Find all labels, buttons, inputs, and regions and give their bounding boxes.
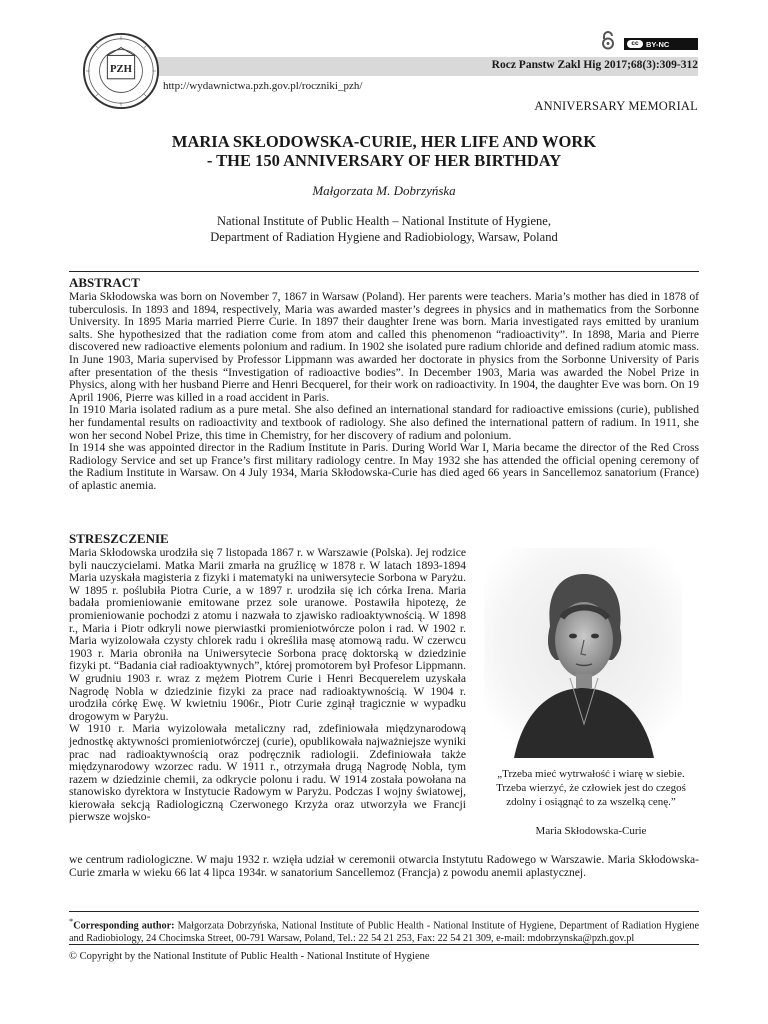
abstract-body — [69, 291, 699, 493]
copyright-notice: © Copyright by the National Institute of Public Health - National Institute of Hygiene — [69, 951, 430, 962]
title-line-2: - THE 150 ANNIVERSARY OF HER BIRTHDAY — [206, 151, 562, 170]
quote-line-3: zdolny i osiągnąć to za wszelką cenę.” — [506, 796, 676, 808]
streszczenie-heading: STRESZCZENIE — [69, 531, 169, 546]
abstract-divider — [69, 271, 699, 272]
streszczenie-continuation: we centrum radiologiczne. W maju 1932 r. wzięła udział w ceremonii otwarcia Instytutu Radowego w Warszawie. Maria Skłodowska-Curie zmarła w wieku 66 lat 4 lipca 1934r. w sanatorium Sancellemoz (Francja) z powodu anemii aplastycznej. — [69, 853, 699, 879]
abstract-paragraph-1: Maria Skłodowska was born on November 7, 1867 in Warsaw (Poland). Her parents were teachers. Maria’s mother has died in 1878 of tuberculosis. In 1893 and 1894, respectively, Maria was awarded master’s degrees in physics and in mathematics from the Sorbonne University. In 1895 Maria married Pierre Curie. In 1897 their daughter Irene was born. Maria investigated rays emitted by uranium salts. She hypothesized that the radiation come from atom and called this phenomenon “radioactivity”. In 1898, Maria and Pierre discovered new radioactive elements polonium and radium. In 1902 she isolated pure radium chloride and defined radium atomic mass. In June 1903, Maria supervised by Professor Lippmann was awarded her doctorate in physics from the Sorbonne University of Paris after presentation of the thesis “Investigation of radioactive bodies”. In December 1903, Maria was awarded the Nobel Prize in Physics, along with her husband Pierre and Henri Becquerel, for their work on radioactivity. In 1904, the daughter Eve was born. On 19 April 1906, Pierre was killed in a road accident in Paris. — [69, 290, 699, 404]
license-text: BY-NC — [646, 40, 670, 49]
quote-line-1: „Trzeba mieć wytrwałość i wiarę w siebie. — [497, 768, 685, 780]
portrait-caption: Maria Skłodowska-Curie — [535, 825, 647, 837]
journal-reference: Rocz Panstw Zakl Hig 2017;68(3):309-312 — [491, 59, 698, 71]
streszczenie-paragraph-1: Maria Skłodowska urodziła się 7 listopada 1867 r. w Warszawie (Polska). Jej rodzice byli nauczycielami. Matka Marii zmarła na gruźlicę w 1878 r. W latach 1893-1894 Maria uzyskała magisteria z fizyki i matematyki na uniwersytecie Sorbona w Paryżu. W 1895 r. poślubiła Piotra Curie, a w 1897 r. urodziła się ich córka Irena. Maria badała promieniowanie emitowane przez sole uranowe. Postawiła hipotezę, że promieniowanie pochodzi z atomu i nazwała to zjawisko radioaktywnością. W 1898 r., Maria i Piotr odkryli nowe pierwiastki promieniotwórcze polon i rad. W 1902 r. Maria wyizolowała czysty chlorek radu i określiła masę atomową radu. W czerwcu 1903 r. Maria obroniła na Uniwersytecie Sorbona pracę doktorską w dziedzinie fizyki pt. “Badania ciał radioaktywnych”, której promotorem był Profesor Lippmann. W grudniu 1903 r. wraz z mężem Piotrem Curie i Henri Becquerelem uzyskała Nagrodę Nobla w dziedzinie fizyki za prace nad radioaktywnością. W 1904 r. urodziła córkę Ewę. W kwietniu 1906r., Piotr Curie zginął tragicznie w wypadku drogowym w Paryżu. — [69, 546, 466, 723]
corresponding-label: Corresponding author: — [73, 920, 175, 932]
portrait-photo — [484, 548, 682, 758]
journal-url[interactable]: http://wydawnictwa.pzh.gov.pl/roczniki_pzh/ — [163, 80, 363, 92]
logo-text: PZH — [109, 62, 133, 75]
section-type: ANNIVERSARY MEMORIAL — [534, 99, 698, 113]
abstract-heading: ABSTRACT — [69, 275, 140, 290]
abstract-paragraph-2: In 1910 Maria isolated radium as a pure metal. She also defined an international standard for radioactive emissions (curie), published her fundamental results on radioactivity and textbook of radiology. She also defined the international pattern of radium. In 1911, she won her second Nobel Prize, this time in Chemistry, for her discovery of radium and polonium. — [69, 403, 699, 442]
copyright-divider — [69, 944, 699, 945]
title-line-1: MARIA SKŁODOWSKA-CURIE, HER LIFE AND WORK — [171, 132, 597, 151]
corresponding-text: Małgorzata Dobrzyńska, National Institute of Public Health - National Institute of Hygiene, Department of Radiation Hygiene and Radiobiology, 24 Chocimska Street, 00-791 Warsaw, Poland, Tel.: 22 54 21 253, Fax: 22 54 21 309, e-mail: mdobrzynska@pzh.gov.pl — [69, 920, 699, 945]
article-title — [69, 132, 699, 170]
license-badge — [624, 38, 698, 50]
affiliation-line-1: National Institute of Public Health – National Institute of Hygiene, — [217, 214, 551, 228]
footnote-divider — [69, 911, 699, 912]
quote-line-2: Trzeba wierzyć, że człowiek jest do czegoś — [496, 782, 686, 794]
institute-seal-logo — [82, 32, 160, 110]
cc-icon: cc — [627, 40, 643, 48]
author-name: Małgorzata M. Dobrzyńska — [312, 183, 456, 198]
open-access-icon — [600, 30, 616, 50]
affiliation — [69, 214, 699, 245]
corresponding-author-note: *Corresponding author: Małgorzata Dobrzyńska, National Institute of Public Health - National Institute of Hygiene, Department of Radiation Hygiene and Radiobiology, 24 Chocimska Street, 00-791 Warsaw, Poland, Tel.: 22 54 21 253, Fax: 22 54 21 309, e-mail: mdobrzynska@pzh.gov.pl — [69, 916, 699, 945]
affiliation-line-2: Department of Radiation Hygiene and Radiobiology, Warsaw, Poland — [210, 229, 558, 244]
abstract-paragraph-3: In 1914 she was appointed director in the Radium Institute in Paris. During World War I, Maria became the director of the Red Cross Radiology Service and set up France’s first military radiology centre. In May 1932 she has attended the official opening ceremony of the Radium Institute in Warsaw. On 4 July 1934, Maria Skłodowska-Curie has died aged 66 years in Sancellemoz sanatorium (France) of aplastic anemia. — [69, 441, 699, 492]
streszczenie-paragraph-2: W 1910 r. Maria wyizolowała metaliczny rad, zdefiniowała międzynarodową jednostkę aktywności promieniotwórczej (curie), opublikowała najważniejsze wyniki prac nad radioaktywnością oraz podręcznik radiologii. Zdefiniowała także międzynarodowy wzorzec radu. W 1911 r., otrzymała drugą Nagrodę Nobla, tym razem w dziedzinie chemii, za odkrycie polonu i radu. W 1914 została powołana na stanowisko dyrektora w Instytucie Radowym w Paryżu. Podczas I wojny światowej, kierowała sekcją Radiologiczną Czerwonego Krzyża oraz utworzyła we Francji pierwsze wojsko- — [69, 722, 466, 824]
streszczenie-body — [69, 547, 466, 824]
portrait-quote — [478, 767, 704, 809]
